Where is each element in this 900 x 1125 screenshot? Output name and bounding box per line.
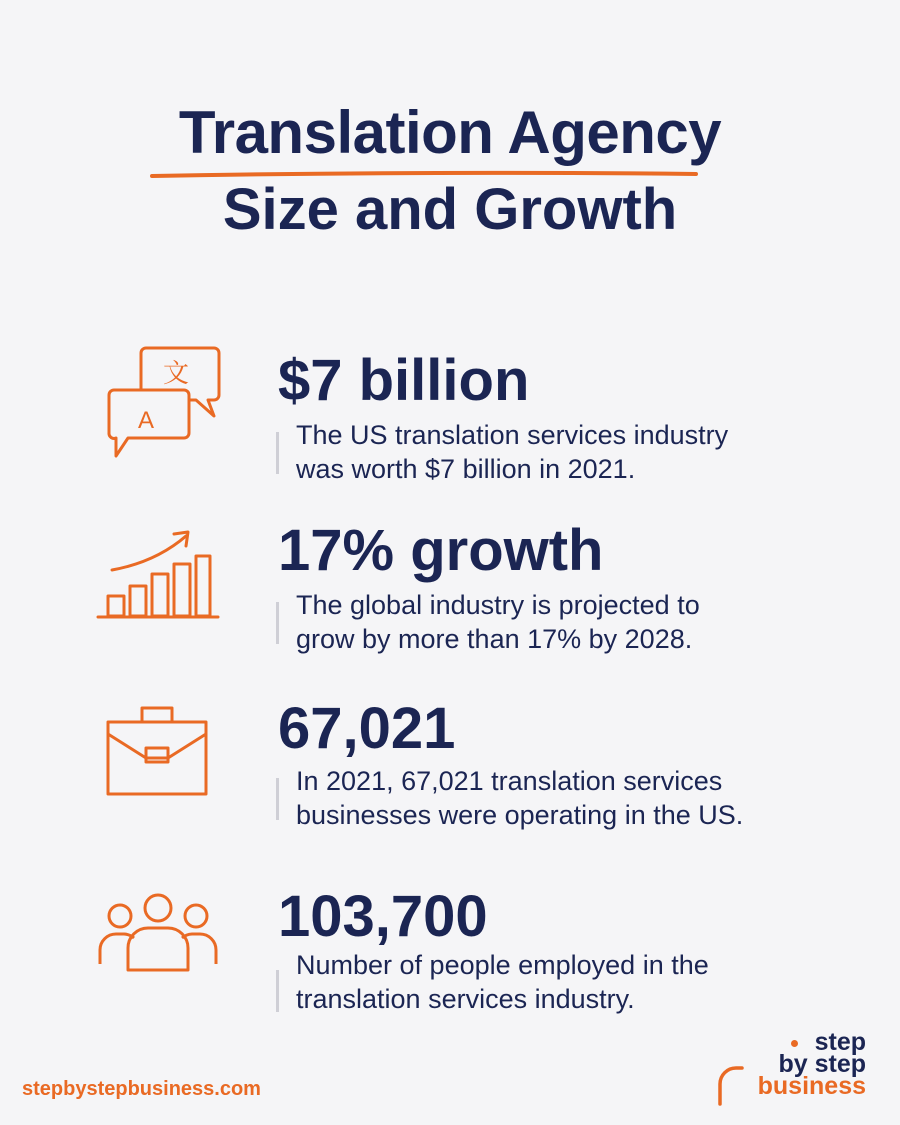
svg-text:文: 文 <box>162 359 190 389</box>
page-subtitle: Size and Growth <box>222 177 678 242</box>
stat-value: 67,021 <box>278 696 456 761</box>
stat-value: 103,700 <box>278 884 488 949</box>
svg-text:A: A <box>137 407 155 434</box>
logo-dot <box>791 1040 798 1047</box>
logo-line-by-step: by step <box>778 1050 866 1078</box>
description-line: was worth $7 billion in 2021. <box>296 454 636 484</box>
divider <box>276 432 279 474</box>
description-line: The global industry is projected to <box>296 590 700 620</box>
description-line: In 2021, 67,021 translation services <box>296 766 723 796</box>
people-group-icon <box>96 886 226 986</box>
description-line: translation services industry. <box>296 984 635 1014</box>
description-line: grow by more than 17% by 2028. <box>296 624 693 654</box>
briefcase-icon <box>96 698 226 798</box>
divider <box>276 778 279 820</box>
footer-website-link[interactable]: stepbystepbusiness.com <box>22 1078 261 1100</box>
logo-line-step: step <box>814 1028 866 1056</box>
stat-value: $7 billion <box>278 348 530 413</box>
stat-description <box>296 948 856 1016</box>
stat-description <box>296 418 856 486</box>
stat-description <box>296 764 856 832</box>
description-line: businesses were operating in the US. <box>296 800 744 830</box>
stat-value: 17% growth <box>278 518 604 583</box>
description-line: Number of people employed in the <box>296 950 709 980</box>
divider <box>276 602 279 644</box>
growth-bar-chart-icon <box>96 522 226 622</box>
page-title: Translation Agency <box>178 99 722 166</box>
stat-description <box>296 588 856 656</box>
logo-line-business: business <box>757 1072 866 1100</box>
logo-arc-icon <box>716 1054 756 1106</box>
description-line: The US translation services industry <box>296 420 729 450</box>
divider <box>276 970 279 1012</box>
translation-speech-bubbles-icon <box>96 340 226 460</box>
brand-logo <box>716 1030 866 1105</box>
